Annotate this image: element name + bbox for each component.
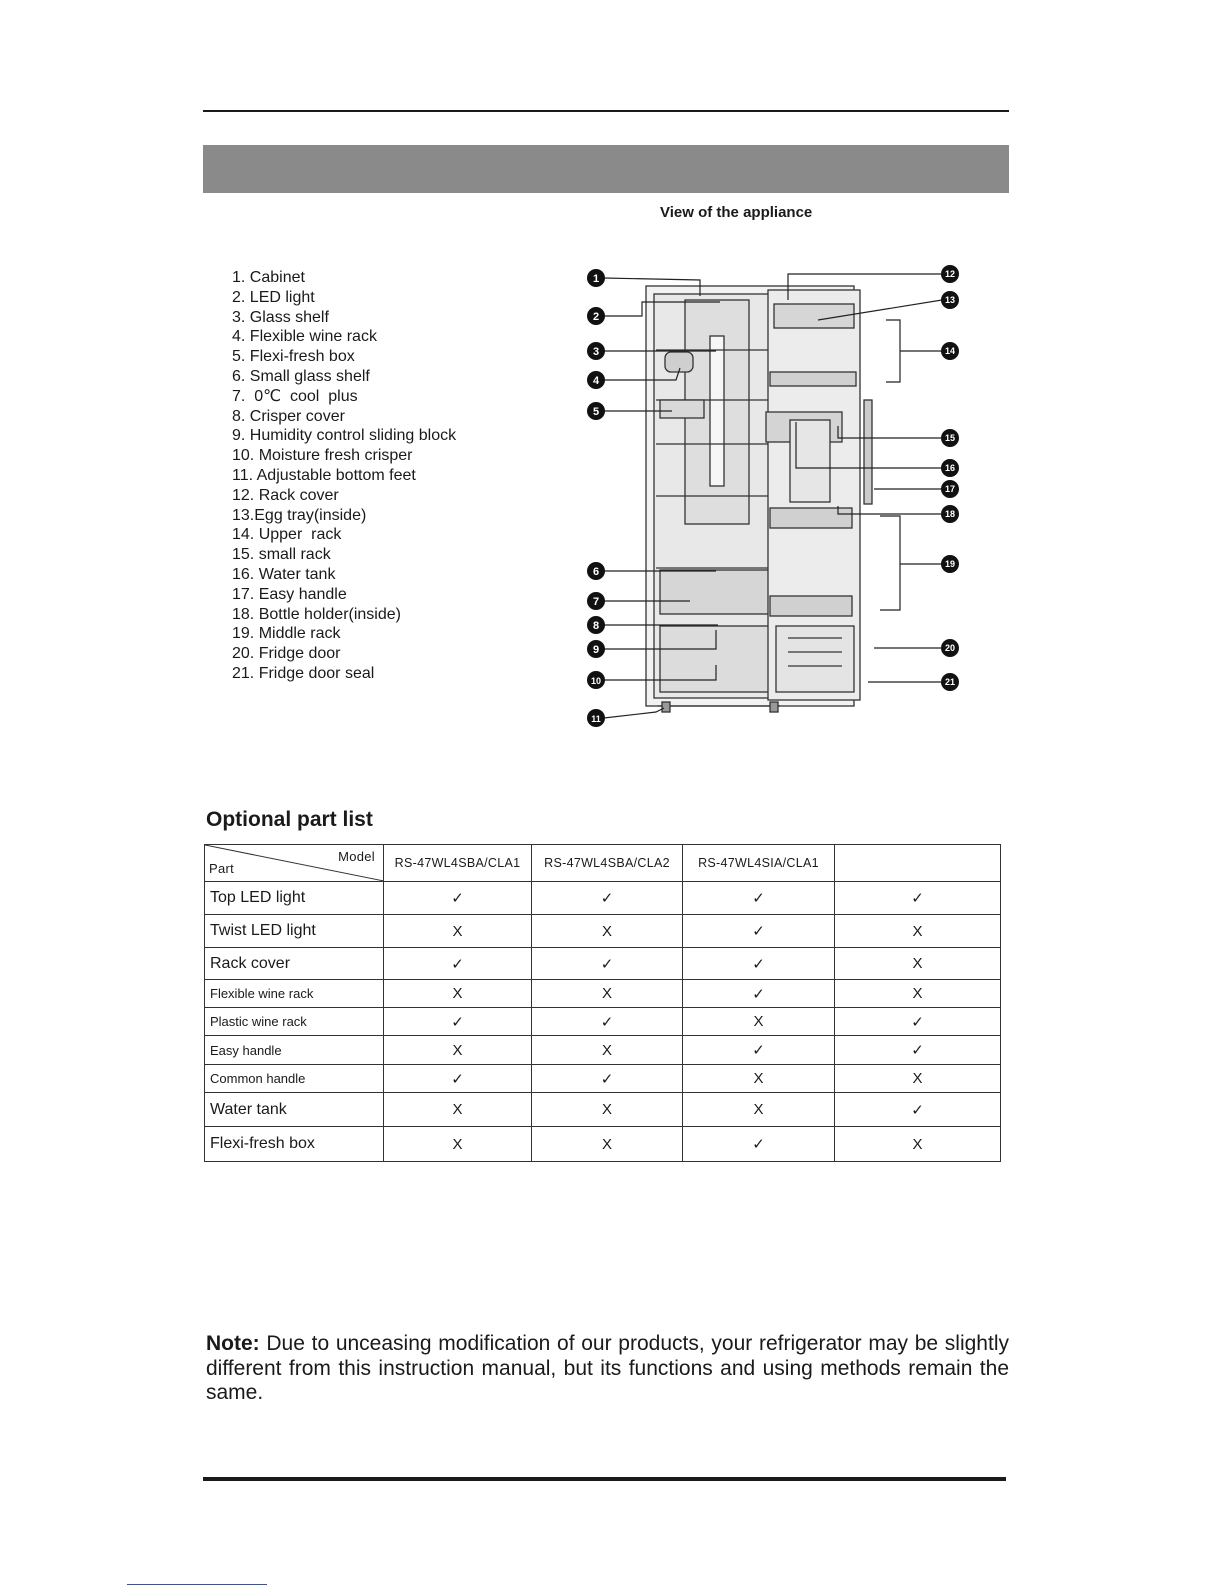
callout-marker [587,671,605,689]
callout-label: 8 [592,620,600,632]
table-cell: ✓ [835,1036,1001,1065]
table-cell: ✓ [532,882,683,915]
callout-label: 15 [944,433,956,443]
row-label: Rack cover [205,948,384,980]
callout-marker [941,673,959,691]
callout-label: 6 [592,566,600,578]
fridge-diagram [580,260,980,730]
row-label: Easy handle [205,1036,384,1065]
top-rule [203,110,1009,112]
callout-label: 1 [592,273,600,285]
table-cell: ✓ [532,948,683,980]
parts-list [232,268,456,684]
section-title: Optional part list [206,808,373,831]
row-label: Twist LED light [205,915,384,948]
table-cell: ✓ [532,1065,683,1093]
callout-marker [941,555,959,573]
table-row [205,980,1001,1008]
list-item: 21. Fridge door seal [232,664,375,682]
table-row [205,1036,1001,1065]
list-item: 13.Egg tray(inside) [232,506,367,524]
column-header: RS-47WL4SBA/CLA1 [384,845,532,882]
table-row [205,1093,1001,1127]
corner-model-label: Model [338,849,375,864]
list-item: 15. small rack [232,546,331,564]
table-cell: X [835,980,1001,1008]
table-cell: ✓ [384,948,532,980]
callout-label: 13 [944,295,956,305]
callout-label: 12 [944,269,956,279]
callout-label: 18 [944,509,956,519]
table-cell: X [683,1093,835,1127]
table-cell: X [683,1065,835,1093]
table-cell: ✓ [835,1008,1001,1036]
table-cell: X [683,1008,835,1036]
row-label: Common handle [205,1065,384,1093]
callout-label: 4 [592,375,600,387]
list-item: 3. Glass shelf [232,308,329,326]
optional-parts-table [204,844,1001,1162]
bottom-rule [203,1477,1006,1481]
callout-marker [587,709,605,727]
table-cell: X [384,1093,532,1127]
callout-marker [587,269,605,287]
callout-label: 16 [944,463,956,473]
table-cell: X [532,1127,683,1162]
callout-marker [941,291,959,309]
table-cell: ✓ [835,1093,1001,1127]
callout-marker [941,505,959,523]
table-cell: X [532,915,683,948]
callout-marker [587,307,605,325]
callout-label: 10 [590,676,602,686]
table-cell: ✓ [384,882,532,915]
row-label: Plastic wine rack [205,1008,384,1036]
row-label: Top LED light [205,882,384,915]
callout-marker [587,640,605,658]
callout-marker [587,342,605,360]
table-cell: ✓ [384,1065,532,1093]
table-cell: X [835,1127,1001,1162]
list-item: 7. 0℃ cool plus [232,387,358,405]
table-row [205,1065,1001,1093]
list-item: 4. Flexible wine rack [232,328,377,346]
table-cell: X [532,1036,683,1065]
list-item: 6. Small glass shelf [232,367,370,385]
callout-marker [587,592,605,610]
callout-label: 11 [591,714,601,724]
list-item: 5. Flexi-fresh box [232,348,355,366]
table-cell: ✓ [683,948,835,980]
callout-marker [587,562,605,580]
table-cell: ✓ [683,915,835,948]
list-item: 20. Fridge door [232,645,341,663]
list-item: 17. Easy handle [232,585,347,603]
note-text: Due to unceasing modification of our products, your refrigerator may be slightly different from this instruction manual, but its functions and using methods remain the same. [206,1332,1009,1404]
table-cell: ✓ [683,980,835,1008]
list-item: 10. Moisture fresh crisper [232,447,413,465]
table-cell: X [384,1127,532,1162]
callout-label: 3 [592,346,600,358]
callout-label: 20 [944,643,956,653]
list-item: 19. Middle rack [232,625,341,643]
table-header-row [205,845,1001,882]
callout-marker [941,459,959,477]
table-cell: ✓ [532,1008,683,1036]
callout-marker [587,371,605,389]
callout-marker [941,480,959,498]
table-cell: ✓ [683,882,835,915]
callout-label: 21 [944,677,956,687]
callout-marker [587,616,605,634]
callout-marker [941,342,959,360]
row-label: Water tank [205,1093,384,1127]
table-cell: ✓ [683,1036,835,1065]
row-label: Flexible wine rack [205,980,384,1008]
table-row [205,948,1001,980]
table-cell: X [532,980,683,1008]
table-cell: X [384,1036,532,1065]
corner-part-label: Part [209,861,235,876]
table-cell: X [532,1093,683,1127]
column-header: RS-47WL4SIA/CLA1 [683,845,835,882]
table-row [205,1008,1001,1036]
callout-label: 2 [592,311,600,323]
callout-marker [941,639,959,657]
section-header-band [203,145,1009,193]
table-cell: X [835,948,1001,980]
callout-label: 5 [592,406,600,418]
note-label: Note: [206,1332,260,1355]
list-item: 16. Water tank [232,565,336,583]
callout-label: 7 [592,596,600,608]
table-cell: ✓ [683,1127,835,1162]
corner-header [205,845,384,882]
list-item: 9. Humidity control sliding block [232,427,457,445]
table-cell: X [384,980,532,1008]
list-item: 14. Upper rack [232,526,342,544]
table-cell: X [384,915,532,948]
callout-label: 9 [592,644,600,656]
list-item: 8. Crisper cover [232,407,345,425]
list-item: 18. Bottle holder(inside) [232,605,401,623]
table-cell: ✓ [384,1008,532,1036]
list-item: 2. LED light [232,288,315,306]
column-header [835,845,1001,882]
callout-label: 17 [944,484,956,494]
callout-marker [941,429,959,447]
table-cell: X [835,1065,1001,1093]
table-row [205,1127,1001,1162]
callout-label: 14 [944,346,956,356]
callout-label: 19 [944,559,956,569]
callout-marker [587,402,605,420]
callout-marker [941,265,959,283]
table-row [205,915,1001,948]
view-caption: View of the appliance [660,204,813,221]
table-cell: X [835,915,1001,948]
list-item: 11. Adjustable bottom feet [232,466,416,484]
row-label: Flexi-fresh box [205,1127,384,1162]
column-header: RS-47WL4SBA/CLA2 [532,845,683,882]
note-paragraph [206,1332,1009,1406]
list-item: 1. Cabinet [232,269,305,286]
table-row [205,882,1001,915]
table-cell: ✓ [835,882,1001,915]
list-item: 12. Rack cover [232,486,339,504]
